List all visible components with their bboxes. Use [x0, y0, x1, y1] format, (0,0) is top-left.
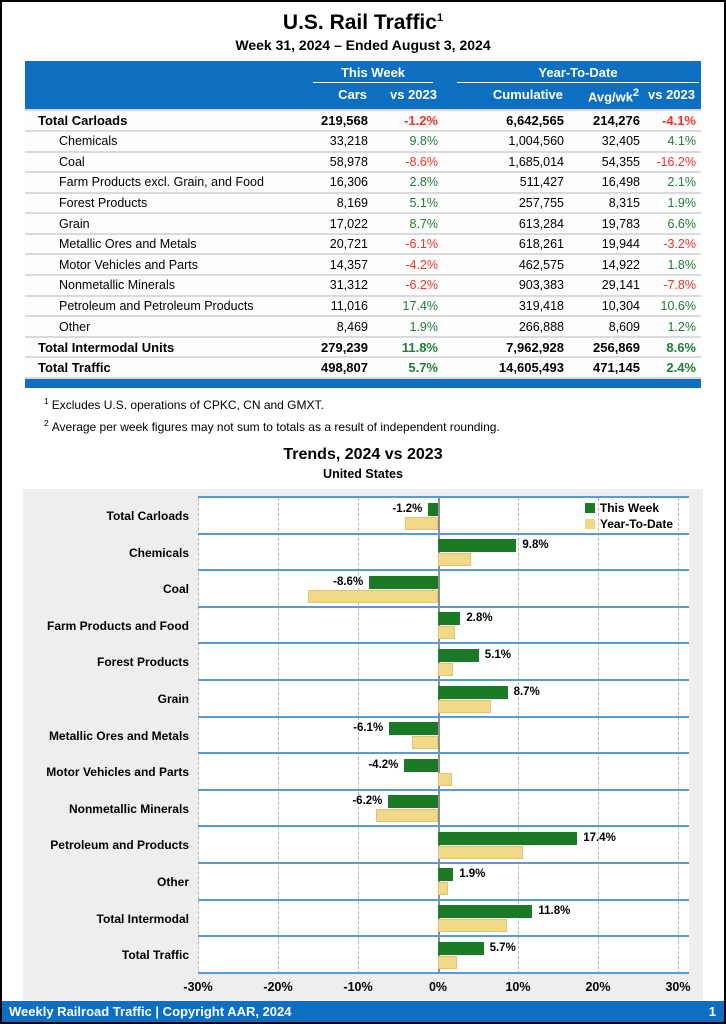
- year-to-date-bar: [438, 956, 457, 969]
- chart-row: [198, 901, 689, 938]
- cars-value: 20,721: [329, 237, 368, 252]
- cumulative-value: 903,383: [518, 278, 564, 293]
- table-group-header-row: [25, 61, 701, 83]
- cumulative-value: 511,427: [519, 175, 564, 190]
- chart-title: Trends, 2024 vs 2023: [283, 446, 443, 464]
- legend-label: Year-To-Date: [599, 517, 673, 532]
- chart-legend: [585, 501, 673, 533]
- ytd-vs2023-pct: 4.1%: [667, 134, 696, 149]
- this-week-bar: [438, 905, 532, 918]
- week-vs2023-pct: 2.8%: [409, 175, 438, 190]
- row-label: Forest Products: [59, 196, 148, 210]
- week-vs2023-pct: 17.4%: [402, 298, 438, 313]
- this-week-bar: [428, 503, 438, 516]
- cars-value: 14,357: [329, 257, 368, 272]
- ytd-vs2023-pct: 1.9%: [667, 196, 696, 210]
- year-to-date-bar: [438, 663, 453, 676]
- bar-value-label: 9.8%: [522, 539, 549, 552]
- cumulative-value: 613,284: [518, 216, 564, 231]
- cars-value: 16,306: [329, 175, 368, 190]
- table-row: [25, 255, 701, 276]
- table-row: [25, 173, 701, 194]
- row-label: Petroleum and Petroleum Products: [59, 298, 254, 313]
- year-to-date-bar: [412, 736, 438, 749]
- chart-row: [198, 608, 689, 645]
- year-to-date-bar: [438, 553, 471, 566]
- table-header: [25, 61, 701, 109]
- bar-value-label: -8.6%: [333, 575, 364, 588]
- cumulative-value: 257,755: [518, 196, 564, 210]
- cars-value: 17,022: [329, 216, 368, 231]
- cars-value: 8,469: [336, 319, 368, 334]
- table-row: [25, 194, 701, 215]
- x-axis-tick-label: 20%: [585, 979, 611, 994]
- this-week-bar: [438, 686, 508, 699]
- ytd-vs2023-pct: -3.2%: [663, 237, 696, 252]
- footnote-marker: 1: [44, 396, 49, 407]
- cumulative-value: 462,575: [518, 257, 564, 272]
- bar-value-label: 5.7%: [489, 941, 516, 954]
- ytd-vs2023-pct: -7.8%: [663, 278, 696, 293]
- bar-value-label: 2.8%: [466, 612, 493, 625]
- year-to-date-bar: [405, 517, 438, 530]
- bar-value-label: -1.2%: [392, 502, 423, 515]
- chart-row: [198, 754, 689, 791]
- chart-row: [198, 827, 689, 864]
- chart-row: [198, 535, 689, 572]
- week-vs2023-pct: -1.2%: [404, 113, 438, 129]
- legend-entry: [585, 517, 673, 531]
- this-week-bar: [389, 722, 438, 735]
- footer-bar: [2, 1001, 724, 1022]
- this-week-bar: [438, 832, 577, 845]
- chart-subtitle: United States: [323, 467, 403, 482]
- ytd-vs2023-pct: -4.1%: [662, 113, 696, 129]
- week-vs2023-pct: 1.9%: [409, 319, 438, 334]
- ytd-vs2023-pct: 10.6%: [660, 298, 696, 313]
- bar-value-label: 17.4%: [583, 831, 616, 844]
- cumulative-value: 7,962,928: [506, 339, 564, 355]
- avg-per-week-value: 16,498: [601, 175, 640, 190]
- ytd-vs2023-pct: -16.2%: [656, 154, 696, 169]
- chart-row: [198, 937, 689, 974]
- row-label: Other: [59, 319, 91, 334]
- table-row: [25, 317, 701, 338]
- category-label: Total Carloads: [106, 509, 189, 524]
- table-row: [25, 214, 701, 235]
- chart-plot-area: [198, 496, 689, 974]
- report-title-text: U.S. Rail Traffic: [282, 11, 437, 34]
- x-axis-tick-label: -10%: [343, 979, 373, 994]
- bar-value-label: -6.2%: [352, 795, 383, 808]
- footnote-line: [44, 396, 724, 412]
- this-week-bar: [438, 539, 516, 552]
- chart-row: [198, 681, 689, 718]
- this-week-bar: [404, 759, 438, 772]
- bar-value-label: 5.1%: [484, 648, 512, 661]
- chart-row: [198, 864, 689, 901]
- cumulative-value: 14,605,493: [498, 360, 564, 376]
- bar-value-label: 8.7%: [513, 685, 540, 698]
- table-bottom-divider: [25, 379, 701, 388]
- row-label: Farm Products excl. Grain, and Food: [59, 175, 264, 190]
- category-label: Coal: [162, 582, 189, 597]
- this-week-bar: [438, 942, 484, 955]
- avg-per-week-value: 14,922: [601, 257, 640, 272]
- report-title-footnote-marker: 1: [436, 12, 444, 24]
- avg-per-week-value: 214,276: [593, 113, 640, 129]
- table-column-header-row: [25, 83, 701, 109]
- table-row: [25, 338, 701, 359]
- bar-value-label: 11.8%: [538, 905, 571, 918]
- cumulative-value: 1,004,560: [508, 134, 564, 149]
- cars-value: 219,568: [321, 113, 368, 129]
- cumulative-value: 6,642,565: [506, 113, 564, 129]
- avg-per-week-value: 471,145: [593, 360, 640, 376]
- row-label: Motor Vehicles and Parts: [59, 257, 198, 272]
- avg-per-week-value: 256,869: [593, 339, 640, 355]
- category-label: Forest Products: [96, 655, 189, 670]
- footnote-marker: 2: [44, 418, 49, 429]
- category-label: Farm Products and Food: [46, 618, 189, 633]
- footnote-text: Average per week figures may not sum to totals as a result of independent rounding.: [51, 420, 500, 435]
- category-label: Petroleum and Products: [50, 838, 189, 853]
- table-row: [25, 153, 701, 174]
- row-label: Total Intermodal Units: [38, 339, 175, 355]
- footer-page-number: 1: [708, 1004, 716, 1019]
- table-row: [25, 235, 701, 256]
- year-to-date-bar: [438, 846, 523, 859]
- row-label: Coal: [59, 154, 85, 169]
- year-to-date-bar: [438, 700, 491, 713]
- this-week-bar: [438, 868, 453, 881]
- table-row: [25, 297, 701, 318]
- col-header-avg-per-week: Avg/$wk^2$: [587, 87, 639, 105]
- week-vs2023-pct: -6.1%: [405, 237, 438, 252]
- cars-value: 31,312: [329, 278, 368, 293]
- week-vs2023-pct: 11.8%: [401, 339, 438, 355]
- category-label: Other: [156, 874, 189, 889]
- avg-per-week-value: 54,355: [601, 154, 640, 169]
- week-vs2023-pct: 5.7%: [408, 360, 438, 376]
- ytd-vs2023-pct: 8.6%: [666, 339, 696, 355]
- cumulative-value: 266,888: [518, 319, 564, 334]
- row-label: Total Traffic: [38, 360, 111, 376]
- chart-row: [198, 791, 689, 828]
- bar-value-label: -6.1%: [353, 722, 384, 735]
- table-body: [25, 109, 701, 379]
- chart-row: [198, 644, 689, 681]
- row-label: Metallic Ores and Metals: [59, 237, 197, 252]
- x-axis-tick-label: -30%: [183, 979, 213, 994]
- table-row: [25, 358, 701, 379]
- category-label: Chemicals: [128, 545, 189, 560]
- legend-entry: [585, 501, 673, 515]
- footnotes: [44, 396, 724, 434]
- cumulative-value: 618,261: [518, 237, 564, 252]
- row-label: Total Carloads: [38, 113, 128, 129]
- chart-category-labels: [23, 496, 198, 974]
- report-subtitle: Week 31, 2024 – Ended August 3, 2024: [235, 37, 491, 53]
- this-week-swatch-icon: [585, 503, 595, 513]
- col-group-year-to-date: Year-To-Date: [457, 65, 699, 83]
- this-week-bar: [438, 649, 479, 662]
- cumulative-value: 1,685,014: [508, 154, 564, 169]
- week-vs2023-pct: 9.8%: [409, 134, 438, 149]
- year-to-date-swatch-icon: [585, 519, 595, 529]
- week-vs2023-pct: 8.7%: [409, 216, 438, 231]
- row-label: Nonmetallic Minerals: [59, 278, 176, 293]
- bar-value-label: -4.2%: [368, 758, 399, 771]
- ytd-vs2023-pct: 1.8%: [667, 257, 696, 272]
- trends-bar-chart: [23, 489, 703, 1002]
- avg-per-week-value: 19,944: [601, 237, 640, 252]
- week-vs2023-pct: -8.6%: [405, 154, 438, 169]
- category-label: Total Intermodal: [96, 911, 189, 926]
- col-header-cars: Cars: [338, 87, 367, 102]
- rail-traffic-table: [25, 61, 701, 379]
- week-vs2023-pct: -4.2%: [405, 257, 438, 272]
- row-label: Grain: [59, 216, 90, 231]
- legend-label: This Week: [599, 501, 659, 516]
- avg-per-week-value: 10,304: [601, 298, 640, 313]
- table-row: [25, 111, 701, 132]
- ytd-vs2023-pct: 2.1%: [667, 175, 696, 190]
- col-header-cumulative: Cumulative: [492, 87, 563, 102]
- this-week-bar: [438, 612, 460, 625]
- category-label: Grain: [157, 692, 189, 707]
- table-row: [25, 132, 701, 153]
- footer-title: Weekly Railroad Traffic | Copyright AAR, 2024: [9, 1004, 292, 1019]
- cars-value: 279,239: [321, 339, 368, 355]
- chart-row: [198, 718, 689, 755]
- col-header-commodity: [25, 87, 287, 104]
- col-header-ytd-vs2023: vs 2023: [648, 87, 695, 102]
- cars-value: 498,807: [321, 360, 368, 376]
- x-axis-tick-label: 10%: [505, 979, 531, 994]
- avg-per-week-value: 8,315: [608, 196, 640, 210]
- col-group-this-week: This Week: [313, 65, 433, 83]
- avg-per-week-value: 32,405: [601, 134, 640, 149]
- avg-per-week-value: 8,609: [608, 319, 640, 334]
- cars-value: 11,016: [330, 298, 368, 313]
- table-row: [25, 276, 701, 297]
- year-to-date-bar: [438, 919, 507, 932]
- category-label: Motor Vehicles and Parts: [46, 765, 189, 780]
- ytd-vs2023-pct: 2.4%: [666, 360, 696, 376]
- year-to-date-bar: [438, 773, 452, 786]
- report-title: [2, 11, 724, 35]
- x-axis-tick-label: 30%: [665, 979, 691, 994]
- year-to-date-bar: [438, 882, 448, 895]
- cumulative-value: 319,418: [518, 298, 564, 313]
- ytd-vs2023-pct: 6.6%: [667, 216, 696, 231]
- row-label: Chemicals: [59, 134, 118, 149]
- year-to-date-bar: [376, 809, 438, 822]
- footnote-line: [44, 418, 724, 434]
- year-to-date-bar: [438, 626, 455, 639]
- this-week-bar: [369, 576, 438, 589]
- year-to-date-bar: [308, 590, 438, 603]
- avg-per-week-value: 29,141: [601, 278, 640, 293]
- cars-value: 8,169: [336, 196, 368, 210]
- this-week-bar: [388, 795, 438, 808]
- category-label: Nonmetallic Minerals: [68, 801, 189, 816]
- avgwk-footnote-marker: 2: [632, 87, 639, 99]
- chart-row: [198, 571, 689, 608]
- chart-x-axis: [23, 974, 703, 998]
- week-vs2023-pct: -6.2%: [405, 278, 438, 293]
- ytd-vs2023-pct: 1.2%: [667, 319, 696, 334]
- x-axis-tick-label: -20%: [263, 979, 293, 994]
- week-vs2023-pct: 5.1%: [409, 196, 438, 210]
- category-label: Total Traffic: [121, 948, 189, 963]
- cars-value: 58,978: [329, 154, 368, 169]
- bar-value-label: 1.9%: [459, 868, 486, 881]
- avg-per-week-value: 19,783: [601, 216, 640, 231]
- footnote-text: Excludes U.S. operations of CPKC, CN and GMXT.: [51, 398, 324, 413]
- cars-value: 33,218: [329, 134, 368, 149]
- category-label: Metallic Ores and Metals: [48, 728, 189, 743]
- x-axis-tick-label: 0%: [428, 979, 448, 994]
- col-header-week-vs2023: vs 2023: [390, 87, 437, 102]
